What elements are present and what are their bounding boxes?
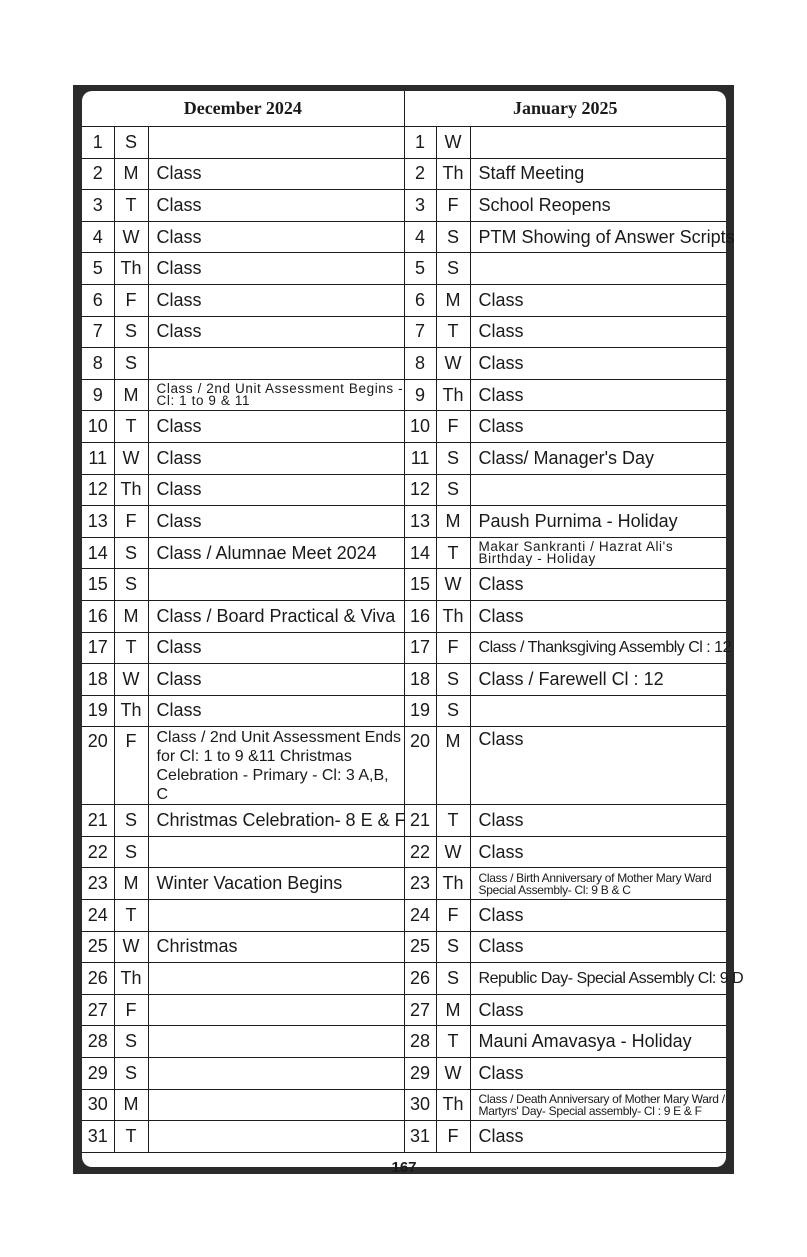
left-date: 8	[82, 348, 114, 380]
right-event: Class/ Manager's Day	[470, 442, 726, 474]
right-event: Class	[470, 900, 726, 932]
calendar-row	[82, 868, 726, 900]
right-event	[470, 474, 726, 506]
right-date: 26	[404, 963, 436, 995]
calendar-row	[82, 158, 726, 190]
left-date: 17	[82, 632, 114, 664]
right-weekday: W	[436, 348, 470, 380]
calendar-row	[82, 379, 726, 411]
left-weekday: S	[114, 348, 148, 380]
left-event: Class	[148, 474, 404, 506]
left-event: Class	[148, 411, 404, 443]
right-date: 10	[404, 411, 436, 443]
left-weekday: T	[114, 190, 148, 222]
calendar-row	[82, 221, 726, 253]
left-date: 4	[82, 221, 114, 253]
calendar-table	[82, 91, 744, 1182]
right-date: 22	[404, 836, 436, 868]
left-weekday: M	[114, 158, 148, 190]
right-date: 28	[404, 1026, 436, 1058]
month-header-row	[82, 91, 726, 127]
left-date: 7	[82, 316, 114, 348]
calendar-row	[82, 1058, 726, 1090]
calendar-row	[82, 506, 726, 538]
left-weekday: M	[114, 1089, 148, 1121]
calendar-row	[82, 600, 726, 632]
right-date: 4	[404, 221, 436, 253]
calendar-row	[82, 931, 726, 963]
left-date: 25	[82, 931, 114, 963]
right-date: 31	[404, 1121, 436, 1153]
right-weekday: F	[436, 632, 470, 664]
calendar-row	[82, 1121, 726, 1153]
calendar-row	[82, 963, 726, 995]
calendar-row	[82, 190, 726, 222]
right-event: Class	[470, 316, 726, 348]
left-weekday: S	[114, 1026, 148, 1058]
right-date: 8	[404, 348, 436, 380]
left-weekday: Th	[114, 474, 148, 506]
right-event: Class / Thanksgiving Assembly Cl : 12	[470, 632, 726, 664]
right-event: Class	[470, 411, 726, 443]
left-event: Class	[148, 442, 404, 474]
right-date: 12	[404, 474, 436, 506]
right-event	[470, 695, 726, 727]
calendar-row	[82, 664, 726, 696]
right-date: 23	[404, 868, 436, 900]
calendar-body	[82, 127, 744, 1153]
calendar-row	[82, 127, 726, 159]
left-weekday: W	[114, 931, 148, 963]
left-weekday: S	[114, 836, 148, 868]
right-date: 9	[404, 379, 436, 411]
right-weekday: S	[436, 931, 470, 963]
left-date: 12	[82, 474, 114, 506]
right-weekday: M	[436, 284, 470, 316]
left-weekday: W	[114, 221, 148, 253]
left-date: 23	[82, 868, 114, 900]
left-event: Class	[148, 664, 404, 696]
left-event: Christmas	[148, 931, 404, 963]
right-event: Class	[470, 600, 726, 632]
left-weekday: S	[114, 316, 148, 348]
right-weekday: S	[436, 664, 470, 696]
right-event: Class	[470, 379, 726, 411]
left-weekday: M	[114, 868, 148, 900]
left-date: 29	[82, 1058, 114, 1090]
left-event	[148, 1058, 404, 1090]
right-weekday: Th	[436, 158, 470, 190]
right-weekday: T	[436, 1026, 470, 1058]
calendar-row	[82, 253, 726, 285]
right-date: 7	[404, 316, 436, 348]
calendar-row	[82, 537, 726, 569]
right-weekday: M	[436, 994, 470, 1026]
right-event: Class / Farewell Cl : 12	[470, 664, 726, 696]
right-date: 17	[404, 632, 436, 664]
right-event: Class	[470, 348, 726, 380]
right-weekday: M	[436, 727, 470, 805]
left-date: 19	[82, 695, 114, 727]
calendar-row	[82, 284, 726, 316]
calendar-row	[82, 1089, 726, 1121]
left-date: 2	[82, 158, 114, 190]
right-date: 15	[404, 569, 436, 601]
right-month-title: January 2025	[404, 91, 726, 127]
right-weekday: T	[436, 537, 470, 569]
right-weekday: Th	[436, 379, 470, 411]
right-event	[470, 127, 726, 159]
right-event: Class	[470, 994, 726, 1026]
right-date: 13	[404, 506, 436, 538]
left-event	[148, 963, 404, 995]
left-event	[148, 900, 404, 932]
left-weekday: T	[114, 900, 148, 932]
left-event	[148, 836, 404, 868]
left-date: 31	[82, 1121, 114, 1153]
left-event: Class	[148, 253, 404, 285]
right-weekday: S	[436, 253, 470, 285]
right-weekday: W	[436, 569, 470, 601]
right-event: Class	[470, 836, 726, 868]
calendar-row	[82, 805, 726, 837]
right-date: 14	[404, 537, 436, 569]
calendar-row	[82, 632, 726, 664]
right-event: Mauni Amavasya - Holiday	[470, 1026, 726, 1058]
left-weekday: S	[114, 569, 148, 601]
left-date: 1	[82, 127, 114, 159]
left-event	[148, 1121, 404, 1153]
left-weekday: Th	[114, 695, 148, 727]
left-event: Class / Alumnae Meet 2024	[148, 537, 404, 569]
left-event: Class / Board Practical & Viva	[148, 600, 404, 632]
right-event: Class	[470, 931, 726, 963]
calendar-card	[82, 91, 744, 1176]
left-date: 26	[82, 963, 114, 995]
right-weekday: F	[436, 190, 470, 222]
left-date: 20	[82, 727, 114, 805]
calendar-row	[82, 1026, 726, 1058]
right-event: Class	[470, 805, 726, 837]
left-date: 21	[82, 805, 114, 837]
right-weekday: S	[436, 474, 470, 506]
left-event: Class	[148, 316, 404, 348]
right-date: 19	[404, 695, 436, 727]
right-weekday: M	[436, 506, 470, 538]
left-date: 13	[82, 506, 114, 538]
right-date: 6	[404, 284, 436, 316]
right-event: Makar Sankranti / Hazrat Ali's Birthday - Holiday	[470, 537, 726, 569]
left-date: 16	[82, 600, 114, 632]
footer-row	[82, 1152, 726, 1182]
left-weekday: W	[114, 442, 148, 474]
right-event: Class	[470, 1121, 726, 1153]
calendar-row	[82, 569, 726, 601]
left-event: Class	[148, 158, 404, 190]
right-date: 30	[404, 1089, 436, 1121]
left-weekday: M	[114, 600, 148, 632]
right-date: 5	[404, 253, 436, 285]
calendar-row	[82, 836, 726, 868]
right-weekday: W	[436, 127, 470, 159]
right-weekday: S	[436, 221, 470, 253]
left-event: Class	[148, 506, 404, 538]
left-date: 11	[82, 442, 114, 474]
right-date: 3	[404, 190, 436, 222]
left-weekday: Th	[114, 963, 148, 995]
left-weekday: T	[114, 632, 148, 664]
left-event: Class	[148, 284, 404, 316]
left-date: 27	[82, 994, 114, 1026]
left-weekday: S	[114, 127, 148, 159]
right-weekday: F	[436, 1121, 470, 1153]
right-event: Class	[470, 569, 726, 601]
left-event: Class	[148, 221, 404, 253]
left-event: Christmas Celebration- 8 E & F	[148, 805, 404, 837]
left-month-title: December 2024	[82, 91, 404, 127]
right-weekday: F	[436, 411, 470, 443]
left-weekday: Th	[114, 253, 148, 285]
right-event: School Reopens	[470, 190, 726, 222]
right-date: 2	[404, 158, 436, 190]
right-weekday: W	[436, 1058, 470, 1090]
right-event	[470, 253, 726, 285]
right-event: Paush Purnima - Holiday	[470, 506, 726, 538]
right-event: PTM Showing of Answer Scripts	[470, 221, 726, 253]
left-event: Class / 2nd Unit Assessment Ends for Cl: 1 to 9 &11 Christmas Celebration - Primary - Cl: 3 A,B, C	[148, 727, 404, 805]
right-weekday: T	[436, 316, 470, 348]
left-event: Winter Vacation Begins	[148, 868, 404, 900]
left-date: 14	[82, 537, 114, 569]
left-event: Class	[148, 190, 404, 222]
right-event: Staff Meeting	[470, 158, 726, 190]
right-event: Class / Birth Anniversary of Mother Mary Ward Special Assembly- Cl: 9 B & C	[470, 868, 726, 900]
right-event: Class	[470, 727, 726, 805]
left-date: 22	[82, 836, 114, 868]
right-date: 25	[404, 931, 436, 963]
left-date: 28	[82, 1026, 114, 1058]
calendar-row	[82, 411, 726, 443]
right-weekday: S	[436, 442, 470, 474]
left-event	[148, 348, 404, 380]
left-weekday: F	[114, 506, 148, 538]
right-date: 16	[404, 600, 436, 632]
left-date: 30	[82, 1089, 114, 1121]
left-event: Class	[148, 632, 404, 664]
left-date: 24	[82, 900, 114, 932]
right-weekday: S	[436, 695, 470, 727]
calendar-row	[82, 695, 726, 727]
left-date: 10	[82, 411, 114, 443]
right-weekday: Th	[436, 868, 470, 900]
left-date: 6	[82, 284, 114, 316]
right-weekday: S	[436, 963, 470, 995]
left-weekday: T	[114, 411, 148, 443]
left-weekday: F	[114, 727, 148, 805]
right-date: 18	[404, 664, 436, 696]
left-date: 18	[82, 664, 114, 696]
left-date: 5	[82, 253, 114, 285]
left-weekday: T	[114, 1121, 148, 1153]
left-event	[148, 994, 404, 1026]
left-event	[148, 127, 404, 159]
right-weekday: F	[436, 900, 470, 932]
right-date: 21	[404, 805, 436, 837]
left-weekday: F	[114, 284, 148, 316]
left-event	[148, 1089, 404, 1121]
left-date: 9	[82, 379, 114, 411]
calendar-row	[82, 474, 726, 506]
right-weekday: Th	[436, 1089, 470, 1121]
right-date: 29	[404, 1058, 436, 1090]
right-date: 27	[404, 994, 436, 1026]
left-event: Class	[148, 695, 404, 727]
left-event: Class / 2nd Unit Assessment Begins -Cl: 1 to 9 & 11	[148, 379, 404, 411]
right-date: 11	[404, 442, 436, 474]
calendar-row	[82, 348, 726, 380]
left-event	[148, 569, 404, 601]
left-date: 15	[82, 569, 114, 601]
right-weekday: Th	[436, 600, 470, 632]
page-number: 167	[391, 1158, 417, 1176]
left-weekday: S	[114, 1058, 148, 1090]
left-weekday: S	[114, 805, 148, 837]
left-event	[148, 1026, 404, 1058]
calendar-row	[82, 442, 726, 474]
right-date: 1	[404, 127, 436, 159]
left-weekday: W	[114, 664, 148, 696]
right-event: Republic Day- Special Assembly Cl: 9 D	[470, 963, 726, 995]
right-weekday: T	[436, 805, 470, 837]
right-event: Class	[470, 284, 726, 316]
left-weekday: S	[114, 537, 148, 569]
calendar-row	[82, 727, 726, 805]
left-weekday: F	[114, 994, 148, 1026]
left-weekday: M	[114, 379, 148, 411]
right-event: Class	[470, 1058, 726, 1090]
right-weekday: W	[436, 836, 470, 868]
right-date: 24	[404, 900, 436, 932]
calendar-row	[82, 900, 726, 932]
left-date: 3	[82, 190, 114, 222]
calendar-row	[82, 994, 726, 1026]
right-event: Class / Death Anniversary of Mother Mary Ward / Martyrs' Day- Special assembly- Cl : 9 E & F	[470, 1089, 726, 1121]
right-date: 20	[404, 727, 436, 805]
calendar-row	[82, 316, 726, 348]
